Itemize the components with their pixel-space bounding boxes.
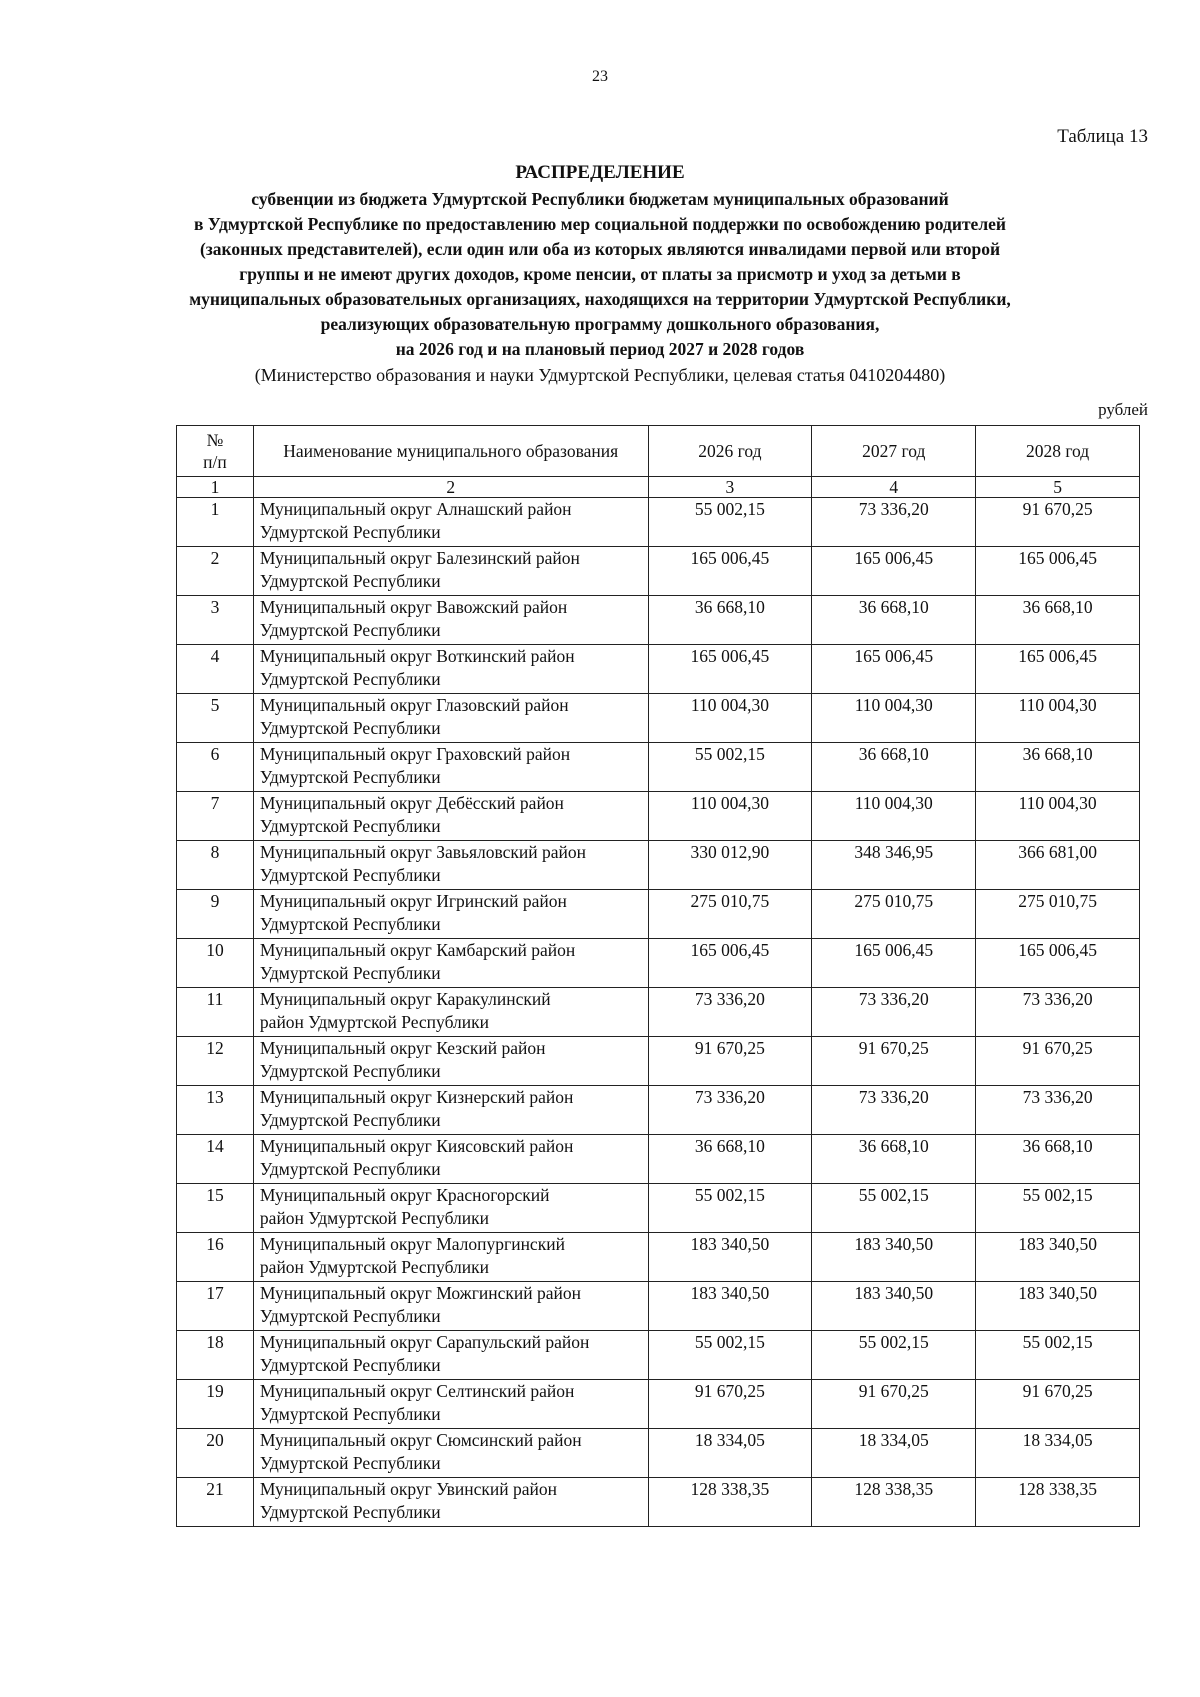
amount-2028: 91 670,25 [976, 1037, 1140, 1086]
municipality-name-line1: Муниципальный округ Воткинский район [259, 646, 575, 666]
amount-2027: 183 340,50 [812, 1233, 976, 1282]
column-index: 3 [648, 477, 812, 498]
table-row [177, 1184, 1140, 1233]
row-number: 18 [177, 1331, 254, 1380]
amount-2026: 183 340,50 [648, 1282, 812, 1331]
municipality-name-line1: Муниципальный округ Вавожский район [259, 597, 568, 617]
subtitle-line: в Удмуртской Республике по предоставлению мер социальной поддержки по освобождению родителей [194, 214, 1006, 234]
amount-2026: 91 670,25 [648, 1380, 812, 1429]
amount-2026: 91 670,25 [648, 1037, 812, 1086]
municipality-name [253, 694, 648, 743]
amount-2026: 275 010,75 [648, 890, 812, 939]
row-number: 6 [177, 743, 254, 792]
municipality-name-line1: Муниципальный округ Увинский район [259, 1479, 557, 1499]
amount-2027: 73 336,20 [812, 1086, 976, 1135]
amount-2028: 73 336,20 [976, 1086, 1140, 1135]
table-row [177, 498, 1140, 547]
amount-2027: 55 002,15 [812, 1331, 976, 1380]
municipality-name-line1: Муниципальный округ Дебёсский район [259, 793, 564, 813]
header-number-line2: п/п [203, 452, 227, 472]
amount-2027: 165 006,45 [812, 939, 976, 988]
municipality-name-line2: район Удмуртской Республики [259, 1208, 490, 1228]
municipality-name-line2: Удмуртской Республики [259, 816, 441, 836]
amount-2028: 18 334,05 [976, 1429, 1140, 1478]
amount-2026: 110 004,30 [648, 694, 812, 743]
row-number: 19 [177, 1380, 254, 1429]
municipality-name-line2: Удмуртской Республики [259, 669, 441, 689]
subtitle-line: субвенции из бюджета Удмуртской Республики бюджетам муниципальных образований [251, 189, 949, 209]
amount-2028: 36 668,10 [976, 743, 1140, 792]
municipality-name [253, 1135, 648, 1184]
municipality-name [253, 743, 648, 792]
municipality-name [253, 645, 648, 694]
header-number [177, 426, 254, 477]
amount-2026: 128 338,35 [648, 1478, 812, 1527]
amount-2028: 165 006,45 [976, 939, 1140, 988]
municipality-name-line1: Муниципальный округ Камбарский район [259, 940, 576, 960]
municipality-name-line2: Удмуртской Республики [259, 718, 441, 738]
subtitle-line: (законных представителей), если один или оба из которых являются инвалидами первой или второй [199, 239, 1001, 259]
table-row [177, 1282, 1140, 1331]
municipality-name [253, 939, 648, 988]
row-number: 15 [177, 1184, 254, 1233]
amount-2028: 36 668,10 [976, 1135, 1140, 1184]
municipality-name-line2: Удмуртской Республики [259, 1453, 441, 1473]
column-index: 2 [253, 477, 648, 498]
amount-2027: 91 670,25 [812, 1037, 976, 1086]
row-number: 16 [177, 1233, 254, 1282]
municipality-name-line1: Муниципальный округ Глазовский район [259, 695, 569, 715]
header-2028: 2028 год [976, 426, 1140, 477]
municipality-name [253, 890, 648, 939]
amount-2026: 73 336,20 [648, 1086, 812, 1135]
row-number: 21 [177, 1478, 254, 1527]
ministry-note: (Министерство образования и науки Удмуртской Республики, целевая статья 0410204480) [254, 365, 946, 385]
amount-2028: 165 006,45 [976, 547, 1140, 596]
municipality-name-line2: Удмуртской Республики [259, 620, 441, 640]
amount-2026: 18 334,05 [648, 1429, 812, 1478]
municipality-name-line1: Муниципальный округ Киясовский район [259, 1136, 574, 1156]
amount-2027: 73 336,20 [812, 988, 976, 1037]
amount-2027: 73 336,20 [812, 498, 976, 547]
row-number: 9 [177, 890, 254, 939]
municipality-name [253, 1086, 648, 1135]
table-row [177, 1478, 1140, 1527]
amount-2027: 18 334,05 [812, 1429, 976, 1478]
amount-2028: 36 668,10 [976, 596, 1140, 645]
header-number-line1: № [206, 430, 224, 450]
table-row [177, 694, 1140, 743]
municipality-name [253, 498, 648, 547]
amount-2026: 330 012,90 [648, 841, 812, 890]
table-row [177, 841, 1140, 890]
municipality-name-line1: Муниципальный округ Игринский район [259, 891, 567, 911]
municipality-name-line2: Удмуртской Республики [259, 1502, 441, 1522]
municipality-name [253, 596, 648, 645]
amount-2027: 36 668,10 [812, 596, 976, 645]
subtitle-line: муниципальных образовательных организациях, находящихся на территории Удмуртской Республики, [189, 289, 1011, 309]
column-index: 5 [976, 477, 1140, 498]
amount-2028: 165 006,45 [976, 645, 1140, 694]
table-row [177, 1331, 1140, 1380]
row-number: 5 [177, 694, 254, 743]
table-row [177, 547, 1140, 596]
amount-2027: 165 006,45 [812, 645, 976, 694]
amount-2026: 55 002,15 [648, 743, 812, 792]
municipality-name-line1: Муниципальный округ Алнашский район [259, 499, 572, 519]
table-header-row [177, 426, 1140, 477]
amount-2028: 275 010,75 [976, 890, 1140, 939]
amount-2028: 91 670,25 [976, 1380, 1140, 1429]
municipality-name-line2: Удмуртской Республики [259, 914, 441, 934]
municipality-name [253, 1331, 648, 1380]
municipality-name [253, 547, 648, 596]
municipality-name-line1: Муниципальный округ Граховский район [259, 744, 571, 764]
amount-2026: 55 002,15 [648, 1331, 812, 1380]
amount-2028: 128 338,35 [976, 1478, 1140, 1527]
municipality-name-line2: Удмуртской Республики [259, 1110, 441, 1130]
municipality-name [253, 1233, 648, 1282]
distribution-table [176, 425, 1140, 1527]
amount-2027: 348 346,95 [812, 841, 976, 890]
amount-2026: 165 006,45 [648, 939, 812, 988]
municipality-name [253, 1478, 648, 1527]
amount-2026: 55 002,15 [648, 1184, 812, 1233]
row-number: 11 [177, 988, 254, 1037]
amount-2027: 91 670,25 [812, 1380, 976, 1429]
municipality-name [253, 1282, 648, 1331]
municipality-name-line1: Муниципальный округ Завьяловский район [259, 842, 587, 862]
header-2026: 2026 год [648, 426, 812, 477]
amount-2028: 110 004,30 [976, 792, 1140, 841]
municipality-name-line2: Удмуртской Республики [259, 767, 441, 787]
municipality-name-line1: Муниципальный округ Сюмсинский район [259, 1430, 582, 1450]
row-number: 14 [177, 1135, 254, 1184]
subtitle-line: реализующих образовательную программу дошкольного образования, [320, 314, 880, 334]
amount-2028: 91 670,25 [976, 498, 1140, 547]
subtitle-line: группы и не имеют других доходов, кроме пенсии, от платы за присмотр и уход за детьми в [239, 264, 961, 284]
page-number: 23 [592, 68, 608, 85]
municipality-name-line1: Муниципальный округ Кизнерский район [259, 1087, 574, 1107]
municipality-name [253, 1037, 648, 1086]
table-row [177, 1233, 1140, 1282]
amount-2027: 165 006,45 [812, 547, 976, 596]
table-row [177, 645, 1140, 694]
amount-2027: 55 002,15 [812, 1184, 976, 1233]
row-number: 10 [177, 939, 254, 988]
municipality-name-line1: Муниципальный округ Можгинский район [259, 1283, 582, 1303]
amount-2026: 36 668,10 [648, 596, 812, 645]
table-row [177, 596, 1140, 645]
table-reference: Таблица 13 [1057, 126, 1148, 147]
municipality-name [253, 1184, 648, 1233]
row-number: 12 [177, 1037, 254, 1086]
amount-2027: 183 340,50 [812, 1282, 976, 1331]
column-index-row [177, 477, 1140, 498]
municipality-name [253, 1380, 648, 1429]
amount-2027: 110 004,30 [812, 694, 976, 743]
municipality-name-line1: Муниципальный округ Балезинский район [259, 548, 580, 568]
amount-2028: 110 004,30 [976, 694, 1140, 743]
amount-2026: 110 004,30 [648, 792, 812, 841]
header-2027: 2027 год [812, 426, 976, 477]
table-row [177, 792, 1140, 841]
municipality-name-line1: Муниципальный округ Сарапульский район [259, 1332, 590, 1352]
amount-2028: 73 336,20 [976, 988, 1140, 1037]
municipality-name-line2: Удмуртской Республики [259, 963, 441, 983]
municipality-name-line2: Удмуртской Республики [259, 1306, 441, 1326]
amount-2026: 73 336,20 [648, 988, 812, 1037]
amount-2026: 183 340,50 [648, 1233, 812, 1282]
municipality-name-line1: Муниципальный округ Кезский район [259, 1038, 546, 1058]
municipality-name [253, 792, 648, 841]
table-body [177, 498, 1140, 1527]
table-row [177, 1135, 1140, 1184]
amount-2026: 55 002,15 [648, 498, 812, 547]
municipality-name [253, 988, 648, 1037]
amount-2028: 366 681,00 [976, 841, 1140, 890]
row-number: 7 [177, 792, 254, 841]
header-name: Наименование муниципального образования [253, 426, 648, 477]
table-row [177, 890, 1140, 939]
municipality-name-line2: район Удмуртской Республики [259, 1012, 490, 1032]
municipality-name-line1: Муниципальный округ Малопургинский [259, 1234, 565, 1254]
amount-2026: 36 668,10 [648, 1135, 812, 1184]
municipality-name-line2: Удмуртской Республики [259, 571, 441, 591]
amount-2028: 183 340,50 [976, 1233, 1140, 1282]
amount-2027: 36 668,10 [812, 1135, 976, 1184]
municipality-name-line1: Муниципальный округ Селтинский район [259, 1381, 575, 1401]
municipality-name-line2: Удмуртской Республики [259, 1061, 441, 1081]
document-subtitle [150, 187, 1050, 362]
municipality-name-line2: Удмуртской Республики [259, 522, 441, 542]
amount-2028: 183 340,50 [976, 1282, 1140, 1331]
municipality-name-line1: Муниципальный округ Каракулинский [259, 989, 551, 1009]
amount-2026: 165 006,45 [648, 645, 812, 694]
table-row [177, 1429, 1140, 1478]
amount-2027: 36 668,10 [812, 743, 976, 792]
amount-2027: 275 010,75 [812, 890, 976, 939]
municipality-name-line2: Удмуртской Республики [259, 1404, 441, 1424]
document-title: РАСПРЕДЕЛЕНИЕ [515, 162, 685, 183]
table-row [177, 939, 1140, 988]
row-number: 3 [177, 596, 254, 645]
row-number: 20 [177, 1429, 254, 1478]
row-number: 1 [177, 498, 254, 547]
table-row [177, 1086, 1140, 1135]
row-number: 4 [177, 645, 254, 694]
amount-2028: 55 002,15 [976, 1184, 1140, 1233]
row-number: 17 [177, 1282, 254, 1331]
amount-2027: 128 338,35 [812, 1478, 976, 1527]
municipality-name-line1: Муниципальный округ Красногорский [259, 1185, 550, 1205]
table-row [177, 1380, 1140, 1429]
table-row [177, 743, 1140, 792]
row-number: 13 [177, 1086, 254, 1135]
table-row [177, 1037, 1140, 1086]
amount-2026: 165 006,45 [648, 547, 812, 596]
municipality-name [253, 841, 648, 890]
municipality-name-line2: район Удмуртской Республики [259, 1257, 490, 1277]
currency-unit: рублей [1098, 400, 1148, 419]
municipality-name-line2: Удмуртской Республики [259, 865, 441, 885]
column-index: 4 [812, 477, 976, 498]
municipality-name-line2: Удмуртской Республики [259, 1159, 441, 1179]
row-number: 2 [177, 547, 254, 596]
amount-2027: 110 004,30 [812, 792, 976, 841]
subtitle-line: на 2026 год и на плановый период 2027 и 2028 годов [395, 339, 805, 359]
municipality-name [253, 1429, 648, 1478]
table-row [177, 988, 1140, 1037]
municipality-name-line2: Удмуртской Республики [259, 1355, 441, 1375]
row-number: 8 [177, 841, 254, 890]
column-index: 1 [177, 477, 254, 498]
amount-2028: 55 002,15 [976, 1331, 1140, 1380]
